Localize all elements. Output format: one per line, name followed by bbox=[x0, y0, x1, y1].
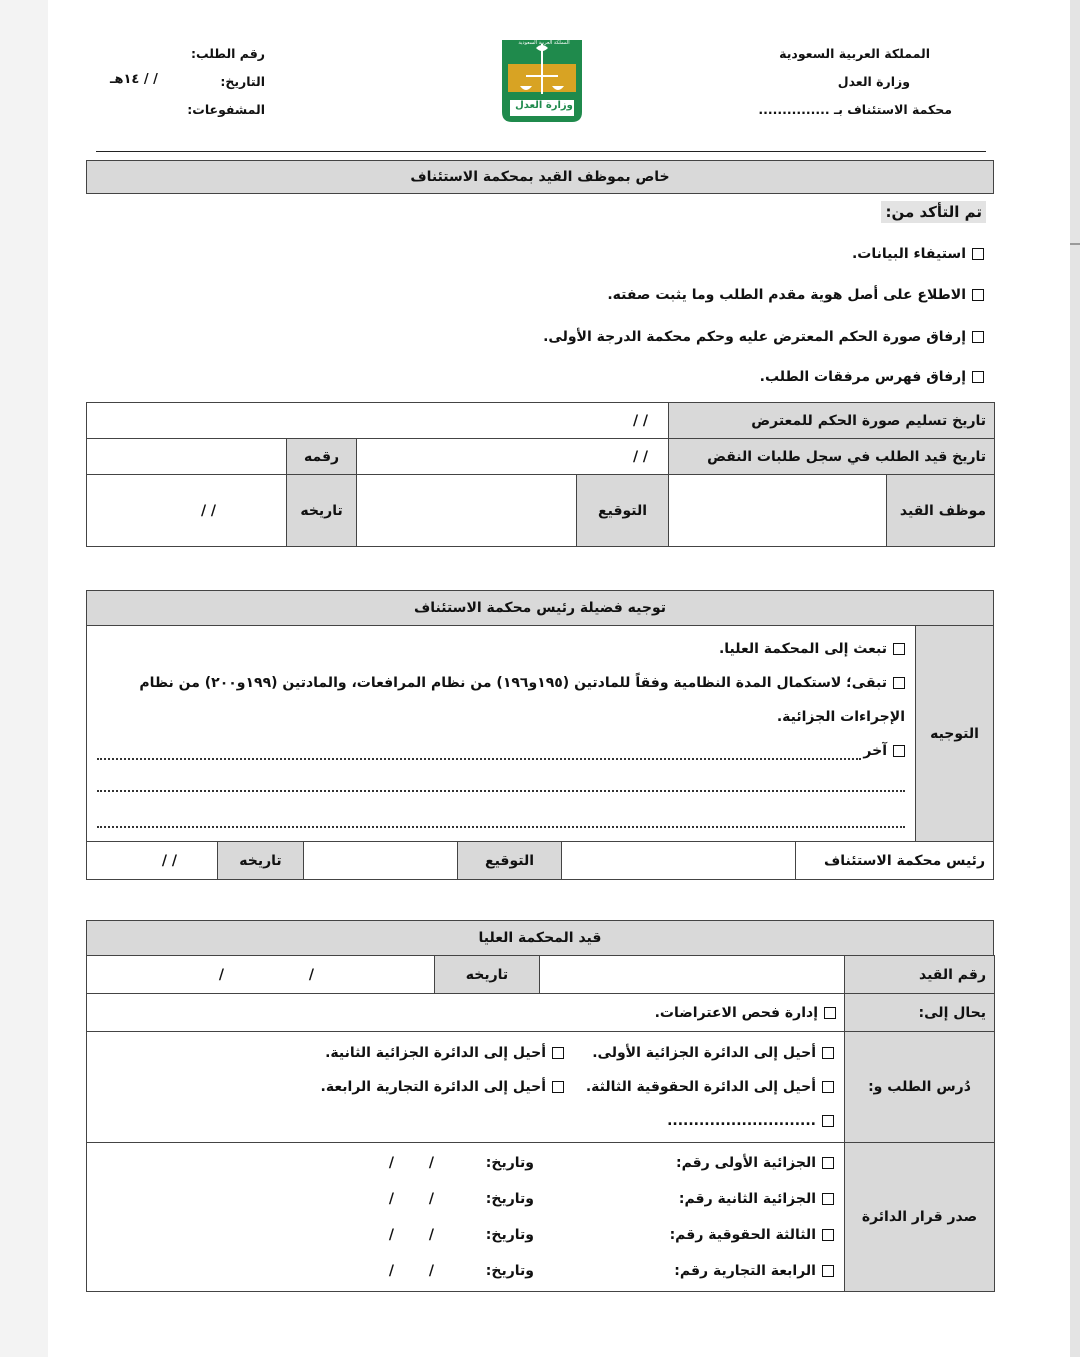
president-signature-label: التوقيع bbox=[458, 842, 562, 880]
studied-option: أحيل إلى الدائرة الجزائية الثانية. bbox=[325, 1036, 564, 1070]
president-signature-field[interactable] bbox=[304, 842, 458, 880]
other-dots[interactable] bbox=[97, 742, 861, 760]
checkbox[interactable] bbox=[552, 1047, 564, 1059]
checkbox[interactable] bbox=[972, 371, 984, 383]
kingdom-name: المملكة العربية السعودية bbox=[779, 46, 930, 61]
checkbox[interactable] bbox=[972, 289, 984, 301]
studied-options bbox=[87, 1032, 845, 1143]
checkbox[interactable] bbox=[552, 1081, 564, 1093]
ministry-name: وزارة العدل bbox=[837, 74, 910, 89]
checkbox[interactable] bbox=[822, 1193, 834, 1205]
delivery-date-label: تاريخ تسليم صورة الحكم للمعترض bbox=[669, 403, 995, 439]
checkbox[interactable] bbox=[893, 677, 905, 689]
decision-row: الجزائية الأولى رقم: وتاريخ: / / bbox=[97, 1145, 834, 1181]
president-name-field[interactable] bbox=[562, 842, 796, 880]
checkbox[interactable] bbox=[822, 1047, 834, 1059]
direction-options bbox=[87, 626, 916, 842]
checkbox[interactable] bbox=[972, 248, 984, 260]
registration-date-value[interactable]: / / bbox=[357, 439, 669, 475]
header-divider bbox=[96, 151, 986, 152]
president-table bbox=[86, 841, 994, 880]
record-date-label: تاريخه bbox=[435, 956, 540, 994]
payments-label: المشفوعات: bbox=[187, 102, 265, 117]
decision-row: الرابعة التجارية رقم: وتاريخ: / / bbox=[97, 1253, 834, 1289]
delivery-date-value[interactable]: / / bbox=[87, 403, 669, 439]
section2-title: توجيه فضيلة رئيس محكمة الاستئناف bbox=[86, 590, 994, 626]
section3-title: قيد المحكمة العليا bbox=[86, 920, 994, 956]
scroll-handle[interactable] bbox=[1070, 243, 1080, 245]
check-item-data: استيفاء البيانات. bbox=[852, 246, 984, 262]
decision-row: الجزائية الثانية رقم: وتاريخ: / / bbox=[97, 1181, 834, 1217]
checkbox[interactable] bbox=[893, 745, 905, 757]
date-label: التاريخ: bbox=[220, 74, 265, 89]
page-edge bbox=[1070, 0, 1080, 1357]
direction-label: التوجيه bbox=[916, 626, 994, 842]
registration-number-label: رقمه bbox=[287, 439, 357, 475]
checkbox[interactable] bbox=[822, 1229, 834, 1241]
record-date-value[interactable]: / / bbox=[87, 956, 435, 994]
ministry-logo bbox=[496, 34, 588, 126]
record-number-field[interactable] bbox=[540, 956, 845, 994]
date-value: / / ١٤هـ bbox=[110, 72, 158, 87]
direction-option-other: آخر bbox=[97, 734, 905, 768]
request-number-label: رقم الطلب: bbox=[190, 46, 265, 61]
decision-row: الثالثة الحقوقية رقم: وتاريخ: / / bbox=[97, 1217, 834, 1253]
registration-number-value[interactable] bbox=[87, 439, 287, 475]
registration-date-label: تاريخ قيد الطلب في سجل طلبات النقض bbox=[669, 439, 995, 475]
referred-label: يحال إلى: bbox=[845, 994, 995, 1032]
checkbox[interactable] bbox=[972, 331, 984, 343]
checkbox[interactable] bbox=[822, 1081, 834, 1093]
direction-option-send: تبعث إلى المحكمة العليا. bbox=[97, 632, 905, 666]
clerk-name-field[interactable] bbox=[669, 475, 887, 547]
studied-option: أحيل إلى الدائرة الحقوقية الثالثة. bbox=[564, 1070, 834, 1104]
dotted-line[interactable] bbox=[97, 768, 905, 792]
decision-label: صدر قرار الدائرة bbox=[845, 1143, 995, 1292]
president-label: رئيس محكمة الاستئناف bbox=[796, 842, 994, 880]
supreme-table bbox=[86, 955, 995, 1292]
checkbox[interactable] bbox=[822, 1157, 834, 1169]
dotted-line[interactable] bbox=[97, 792, 905, 828]
decision-list bbox=[87, 1143, 845, 1292]
logo-top-text: المملكة العربية السعودية bbox=[518, 40, 570, 46]
checkbox[interactable] bbox=[824, 1007, 836, 1019]
clerk-signature-label: التوقيع bbox=[577, 475, 669, 547]
clerk-label: موظف القيد bbox=[887, 475, 995, 547]
president-date-label: تاريخه bbox=[218, 842, 304, 880]
court-name: محكمة الاستئناف بـ ............... bbox=[758, 102, 952, 117]
studied-option: أحيل إلى الدائرة التجارية الرابعة. bbox=[321, 1070, 564, 1104]
direction-table bbox=[86, 625, 994, 842]
checkbox[interactable] bbox=[822, 1265, 834, 1277]
verified-label: تم التأكد من: bbox=[881, 201, 986, 223]
check-item-judgment: إرفاق صورة الحكم المعترض عليه وحكم محكمة الدرجة الأولى. bbox=[543, 329, 984, 345]
section1-title: خاص بموظف القيد بمحكمة الاستئناف bbox=[86, 160, 994, 194]
president-date-value[interactable]: / / bbox=[87, 842, 218, 880]
clerk-signature-field[interactable] bbox=[357, 475, 577, 547]
form-page bbox=[48, 0, 1070, 1357]
referred-option: إدارة فحص الاعتراضات. bbox=[87, 994, 845, 1032]
logo-text: وزارة العدل bbox=[515, 100, 573, 111]
check-item-identity: الاطلاع على أصل هوية مقدم الطلب وما يثبت صفته. bbox=[607, 287, 984, 303]
checkbox[interactable] bbox=[822, 1115, 834, 1127]
clerk-date-label: تاريخه bbox=[287, 475, 357, 547]
studied-option: أحيل إلى الدائرة الجزائية الأولى. bbox=[564, 1036, 834, 1070]
check-item-index: إرفاق فهرس مرفقات الطلب. bbox=[760, 369, 984, 385]
studied-label: دُرس الطلب و: bbox=[845, 1032, 995, 1143]
record-number-label: رقم القيد bbox=[845, 956, 995, 994]
clerk-date-value[interactable]: / / bbox=[87, 475, 287, 547]
direction-option-keep: تبقى؛ لاستكمال المدة النظامية وفقاً للمادتين (١٩٥و١٩٦) من نظام المرافعات، والمادتين (١٩٩و٢٠٠) من نظام الإجراءات الجزائية. bbox=[139, 675, 905, 725]
clerk-table bbox=[86, 402, 995, 547]
studied-option-other: ............................ bbox=[97, 1104, 834, 1138]
checkbox[interactable] bbox=[893, 643, 905, 655]
